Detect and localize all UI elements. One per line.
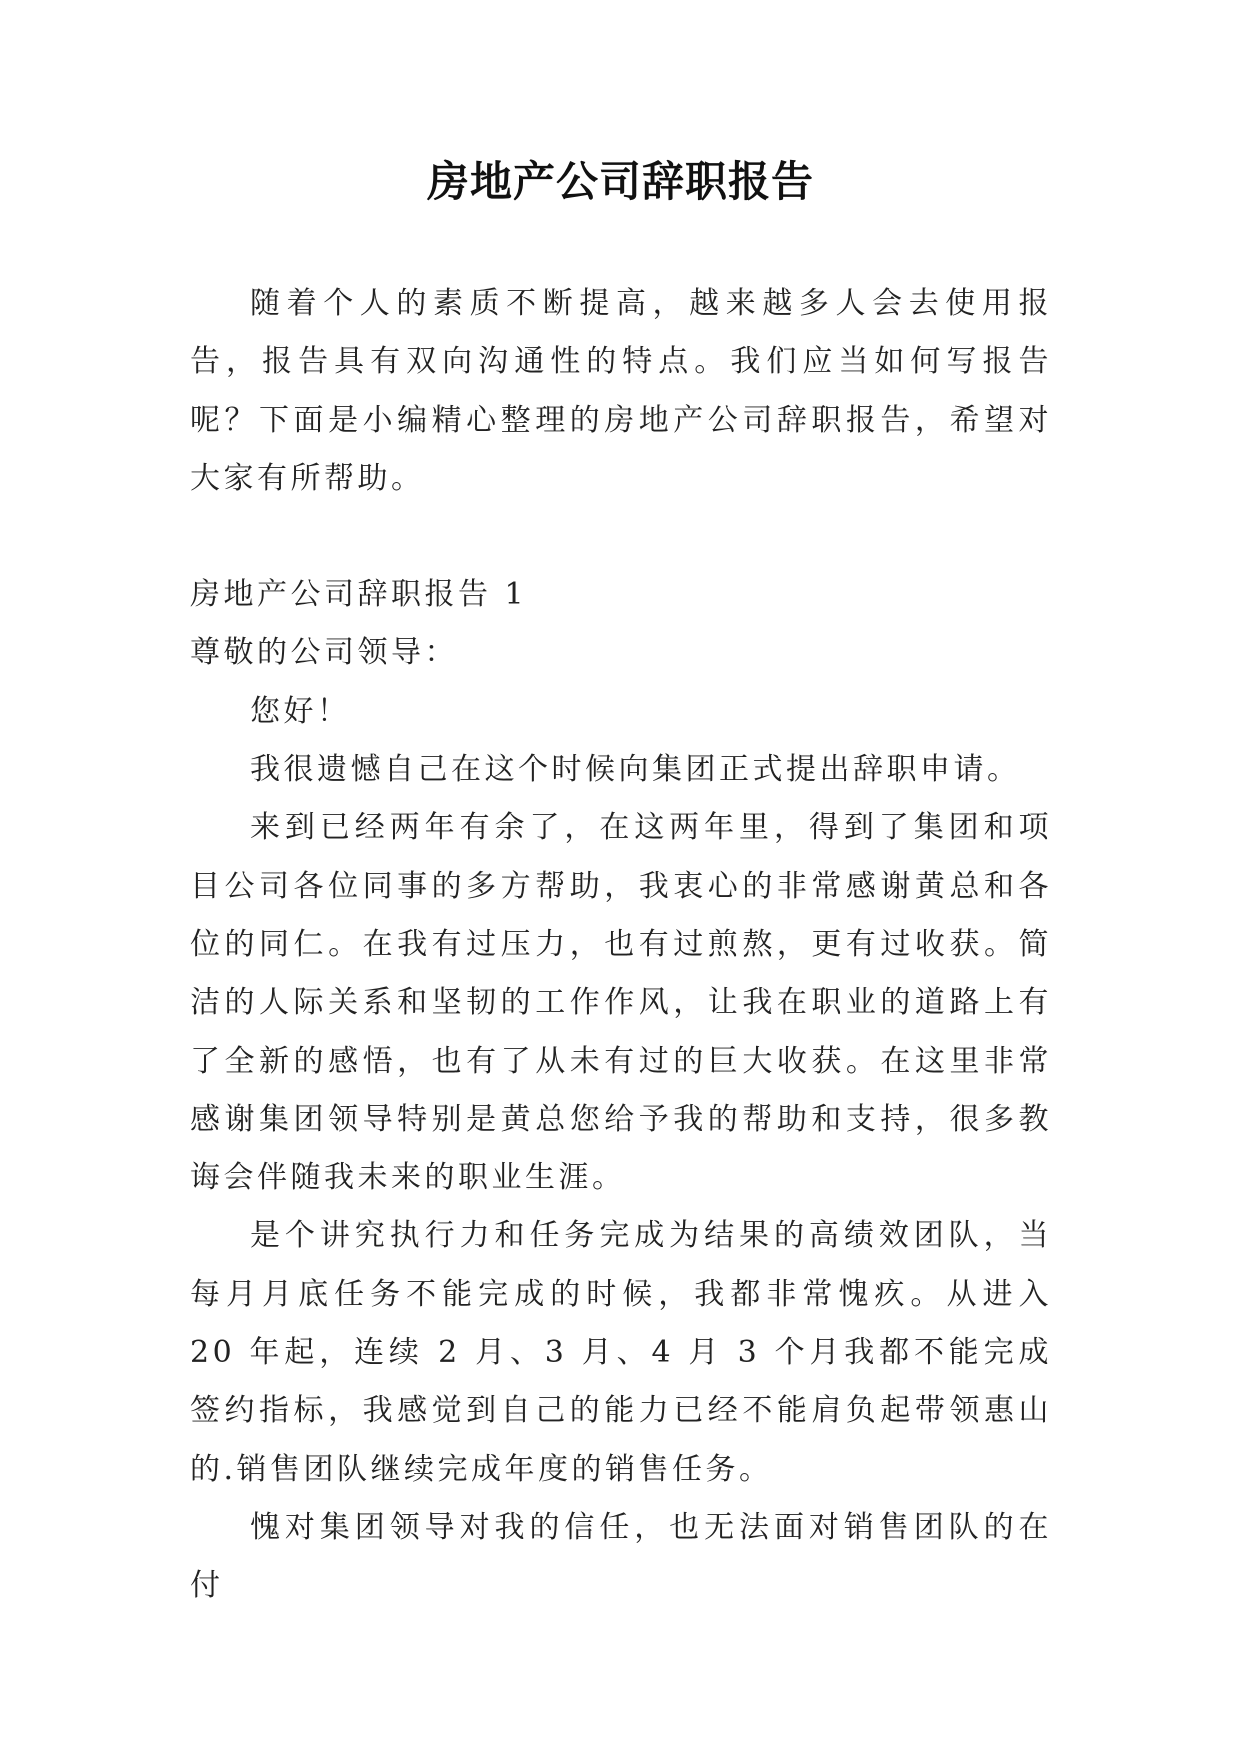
document-body — [190, 275, 1052, 1616]
paragraph-spacer — [190, 508, 1052, 566]
body-paragraph-4: 愧对集团领导对我的信任，也无法面对销售团队的在付 — [190, 1509, 1052, 1604]
section-heading: 房地产公司辞职报告 1 — [190, 577, 528, 613]
intro-paragraph: 随着个人的素质不断提高，越来越多人会去使用报告，报告具有双向沟通性的特点。我们应当如何写报告呢？下面是小编精心整理的房地产公司辞职报告，希望对大家有所帮助。 — [190, 286, 1052, 496]
body-paragraph-2: 来到已经两年有余了，在这两年里，得到了集团和项目公司各位同事的多方帮助，我衷心的非常感谢黄总和各位的同仁。在我有过压力，也有过煎熬，更有过收获。简洁的人际关系和坚韧的工作作风，让我在职业的道路上有了全新的感悟，也有了从未有过的巨大收获。在这里非常感谢集团领导特别是黄总您给予我的帮助和支持，很多教诲会伴随我未来的职业生涯。 — [190, 810, 1052, 1196]
greeting: 您好！ — [250, 693, 351, 729]
document-title: 房地产公司辞职报告 — [426, 157, 814, 206]
body-paragraph-1: 我很遗憾自己在这个时候向集团正式提出辞职申请。 — [250, 752, 1021, 788]
body-paragraph-3: 是个讲究执行力和任务完成为结果的高绩效团队，当每月月底任务不能完成的时候，我都非常愧疚。从进入 20 年起，连续 2 月、3 月、4 月 3 个月我都不能完成签约指标，我感觉到自己的能力已经不能肩负起带领惠山的.销售团队继续完成年度的销售任务。 — [190, 1218, 1052, 1487]
salutation: 尊敬的公司领导： — [190, 635, 458, 671]
